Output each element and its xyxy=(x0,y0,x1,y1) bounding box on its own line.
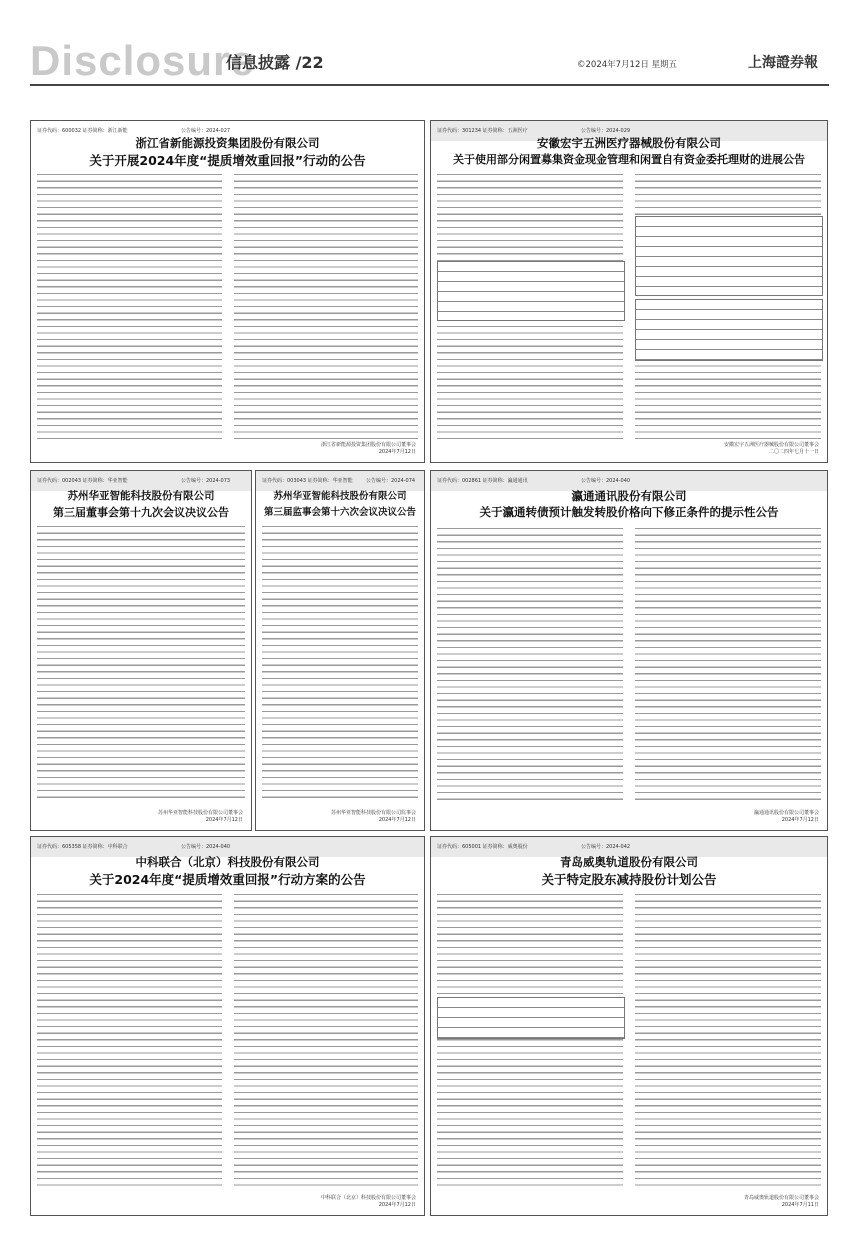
announcement-number: 公告编号：2024-073 xyxy=(181,478,231,484)
company-name: 苏州华亚智能科技股份有限公司 xyxy=(67,490,215,502)
signature: 苏州华亚智能科技股份有限公司董事会 2024年7月12日 xyxy=(157,810,243,823)
stock-codes: 证券代码：605358 证券简称：中科联合 xyxy=(37,844,128,850)
announcement-qingdao-weiao xyxy=(430,836,828,1216)
data-table xyxy=(437,997,625,1039)
announcement-number: 公告编号：2024-027 xyxy=(181,128,231,134)
body-text xyxy=(37,523,245,803)
body-text xyxy=(437,891,821,1191)
announcement-title: 第三届董事会第十九次会议决议公告 xyxy=(53,506,229,519)
signature: 苏州华亚智能科技股份有限公司监事会 2024年7月12日 xyxy=(330,810,416,823)
data-table xyxy=(635,299,823,361)
newspaper-name: 上海證券報 xyxy=(748,55,818,71)
company-name: 苏州华亚智能科技股份有限公司 xyxy=(273,491,407,502)
body-text xyxy=(262,523,418,803)
signature: 青岛威奥轨道股份有限公司董事会 2024年7月11日 xyxy=(743,1195,819,1208)
body-text xyxy=(37,171,418,439)
signature: 瀛通通讯股份有限公司董事会 2024年7月12日 xyxy=(753,810,819,823)
page-header xyxy=(0,0,857,84)
announcement-title: 关于使用部分闲置募集资金现金管理和闲置自有资金委托理财的进展公告 xyxy=(453,153,805,166)
announcement-title: 第三届监事会第十六次会议决议公告 xyxy=(263,507,416,518)
company-name: 中科联合（北京）科技股份有限公司 xyxy=(135,855,320,869)
data-table xyxy=(635,216,823,296)
announcement-zhejiang-xinneng xyxy=(30,120,425,463)
stock-codes: 证券代码：002043 证券简称：华亚智能 xyxy=(37,478,128,484)
body-text xyxy=(437,525,821,805)
company-name: 浙江省新能源投资集团股份有限公司 xyxy=(135,136,320,150)
signature: 中科联合（北京）科技股份有限公司董事会 2024年7月12日 xyxy=(320,1195,416,1208)
body-text xyxy=(37,891,418,1191)
announcement-huaya-supervisory xyxy=(255,470,425,831)
announcement-title: 关于2024年度“提质增效重回报”行动方案的公告 xyxy=(89,872,366,887)
announcement-zhongke-lianhe xyxy=(30,836,425,1216)
announcement-title: 关于瀛通转债预计触发转股价格向下修正条件的提示性公告 xyxy=(479,505,779,519)
data-table xyxy=(437,261,625,321)
stock-codes: 证券代码：003043 证券简称：华亚智能 xyxy=(262,478,353,484)
text-column xyxy=(234,171,419,439)
announcement-huaya-board xyxy=(30,470,252,831)
text-column xyxy=(37,523,245,803)
announcement-number: 公告编号：2024-040 xyxy=(181,844,231,850)
announcement-number: 公告编号：2024-040 xyxy=(581,478,631,484)
announcement-title: 关于特定股东减持股份计划公告 xyxy=(541,872,717,887)
issue-date: ©2024年7月12日 星期五 xyxy=(577,60,678,70)
announcement-number: 公告编号：2024-029 xyxy=(581,128,631,134)
stock-codes: 证券代码：002861 证券简称：瀛通通讯 xyxy=(437,478,528,484)
announcement-wuzhou-medical xyxy=(430,120,828,463)
text-column xyxy=(635,891,821,1191)
text-column xyxy=(437,525,623,805)
stock-codes: 证券代码：600032 证券简称：浙江新能 xyxy=(37,128,128,134)
section-title: 信息披露 /22 xyxy=(226,53,324,72)
stock-codes: 证券代码：301234 证券简称：五洲医疗 xyxy=(437,128,528,134)
signature: 安徽宏宇五洲医疗器械股份有限公司董事会 二〇二四年七月十一日 xyxy=(723,442,819,455)
announcement-title: 关于开展2024年度“提质增效重回报”行动的公告 xyxy=(89,153,366,168)
announcement-number: 公告编号：2024-042 xyxy=(581,844,631,850)
announcement-number: 公告编号：2024-074 xyxy=(366,478,416,484)
text-column xyxy=(437,891,623,1191)
text-column xyxy=(37,891,222,1191)
company-name: 青岛威奥轨道股份有限公司 xyxy=(560,855,698,869)
company-name: 安徽宏宇五洲医疗器械股份有限公司 xyxy=(537,136,721,150)
header-rule xyxy=(30,84,829,86)
company-name: 瀛通通讯股份有限公司 xyxy=(571,489,687,503)
announcement-yingtong xyxy=(430,470,828,831)
section-banner-en: Disclosure xyxy=(30,37,255,84)
text-column xyxy=(37,171,222,439)
text-column xyxy=(635,525,821,805)
signature: 浙江省新能源投资集团股份有限公司董事会 2024年7月12日 xyxy=(320,442,416,455)
text-column xyxy=(262,523,418,803)
stock-codes: 证券代码：605001 证券简称：威奥股份 xyxy=(437,844,528,850)
text-column xyxy=(234,891,419,1191)
